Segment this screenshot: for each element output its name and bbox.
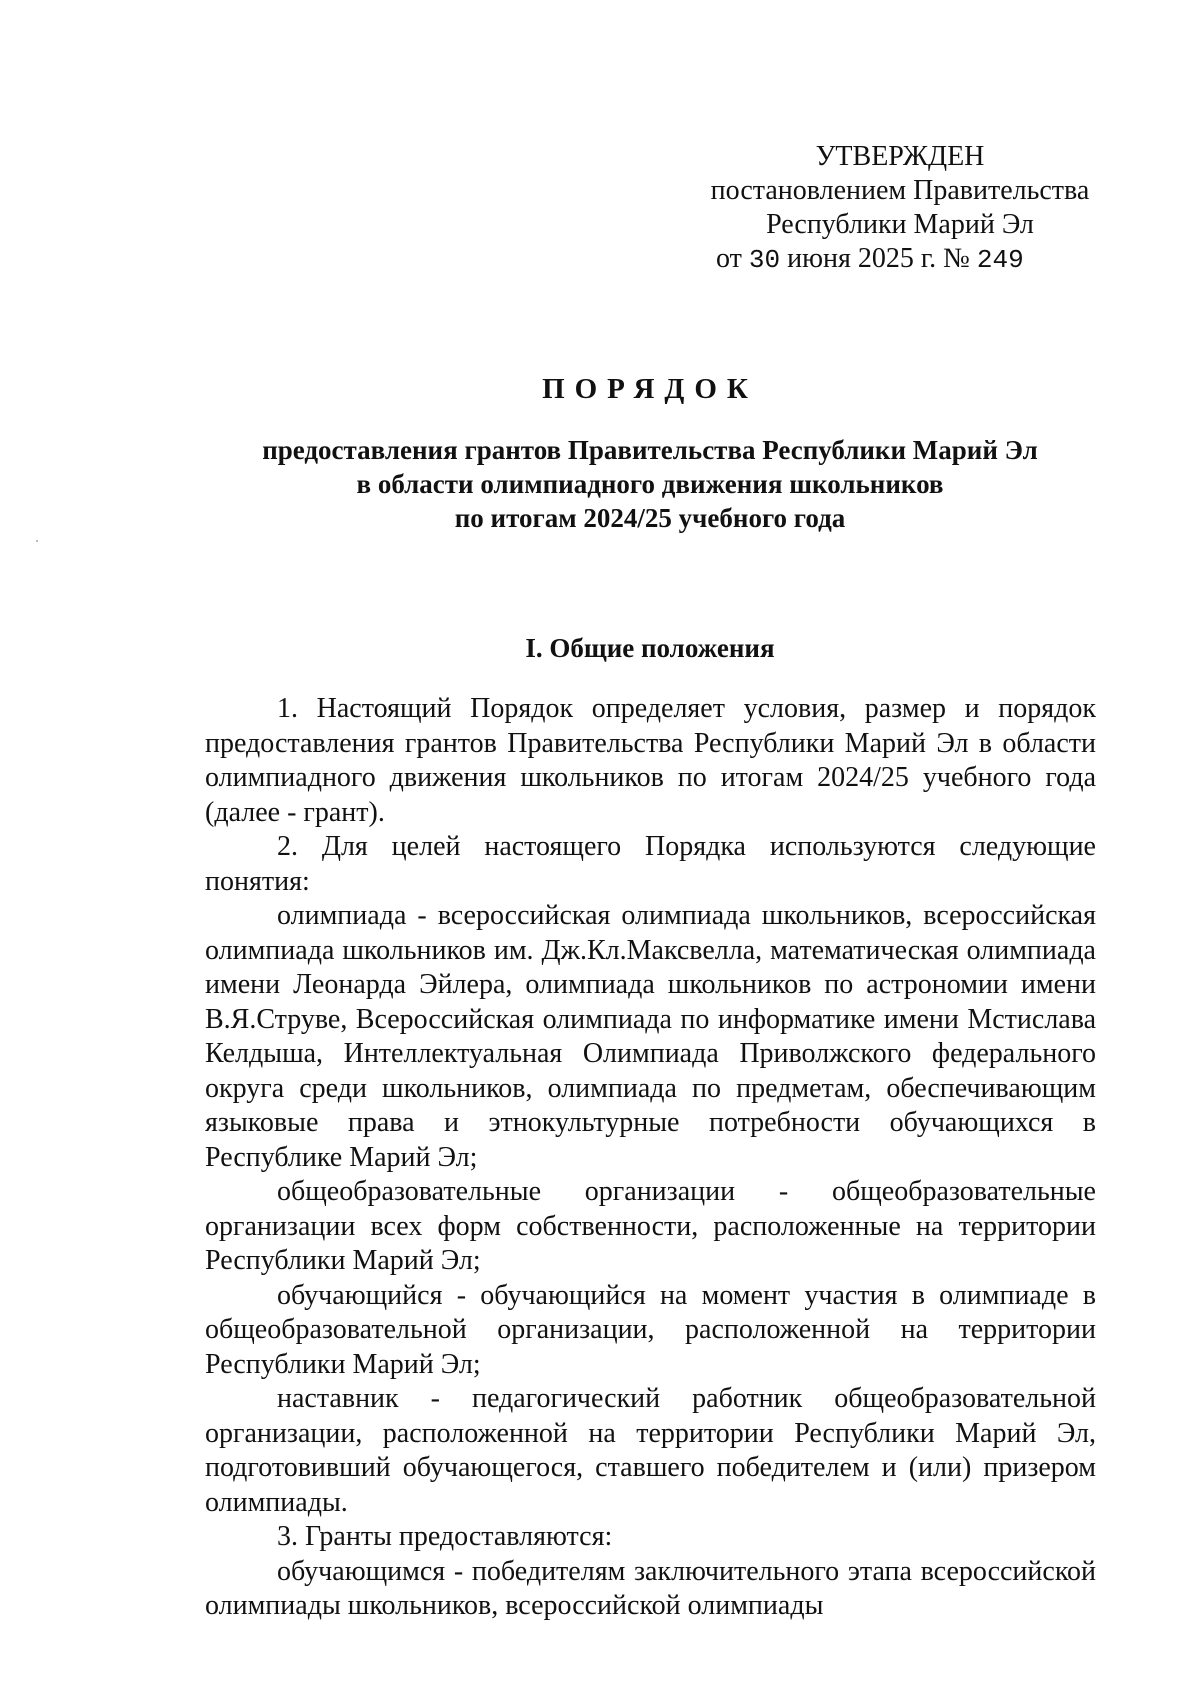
section-heading: I. Общие положения	[525, 633, 775, 663]
paragraph: общеобразовательные организации - общеобразовательные организации всех форм собственности, расположенные на территории Республики Марий Эл;	[205, 1176, 1096, 1276]
paragraph: обучающийся - обучающийся на момент участия в олимпиаде в общеобразовательной организации, расположенной на территории Республики Марий Эл;	[205, 1279, 1096, 1380]
paragraph: обучающимся - победителям заключительного этапа всероссийской олимпиады школьников, всероссийской олимпиады	[205, 1555, 1096, 1621]
document-title: ПОРЯДОК	[542, 373, 758, 405]
approval-line-1: постановлением Правительства	[710, 175, 1090, 206]
date-prefix: от	[716, 243, 749, 274]
paragraph: олимпиада - всероссийская олимпиада школьников, всероссийская олимпиада школьников им. Дж.Кл.Максвелла, математическая олимпиада имени Леонарда Эйлера, олимпиада школьников по астрономии имени В.Я.Струве, Всероссийская олимпиада по информатике имени Мстислава Келдыша, Интеллектуальная Олимпиада Приволжского федерального округа среди школьников, олимпиада по предметам, обеспечивающим языковые права и этнокультурные потребности обучающихся в Республике Марий Эл;	[205, 900, 1096, 1173]
approval-block	[700, 140, 1100, 277]
approval-day: 30	[748, 245, 781, 275]
approval-line-2: Республики Марий Эл	[766, 209, 1034, 240]
approval-date-line	[700, 242, 1100, 277]
approval-number: 249	[976, 245, 1024, 275]
paragraph: 3. Гранты предоставляются:	[277, 1521, 613, 1552]
date-month-year: июня 2025 г. №	[780, 243, 977, 274]
paragraph: наставник - педагогический работник общеобразовательной организации, расположенной на территории Республики Марий Эл, подготовивший обучающегося, ставшего победителем и (или) призером олимпиады.	[205, 1383, 1096, 1518]
approved-label: УТВЕРЖДЕН	[815, 141, 985, 172]
subtitle-line: предоставления грантов Правительства Республики Марий Эл	[262, 435, 1038, 465]
document-body	[205, 692, 1096, 1624]
paragraph: 1. Настоящий Порядок определяет условия, размер и порядок предоставления грантов Правительства Республики Марий Эл в области олимпиадного движения школьников по итогам 2024/25 учебного года (далее - грант).	[205, 693, 1096, 828]
scan-artifact	[36, 540, 38, 542]
document-subtitle	[200, 433, 1100, 535]
paragraph: 2. Для целей настоящего Порядка используются следующие понятия:	[205, 831, 1096, 897]
subtitle-line: в области олимпиадного движения школьников	[356, 469, 944, 499]
subtitle-line: по итогам 2024/25 учебного года	[454, 503, 846, 533]
